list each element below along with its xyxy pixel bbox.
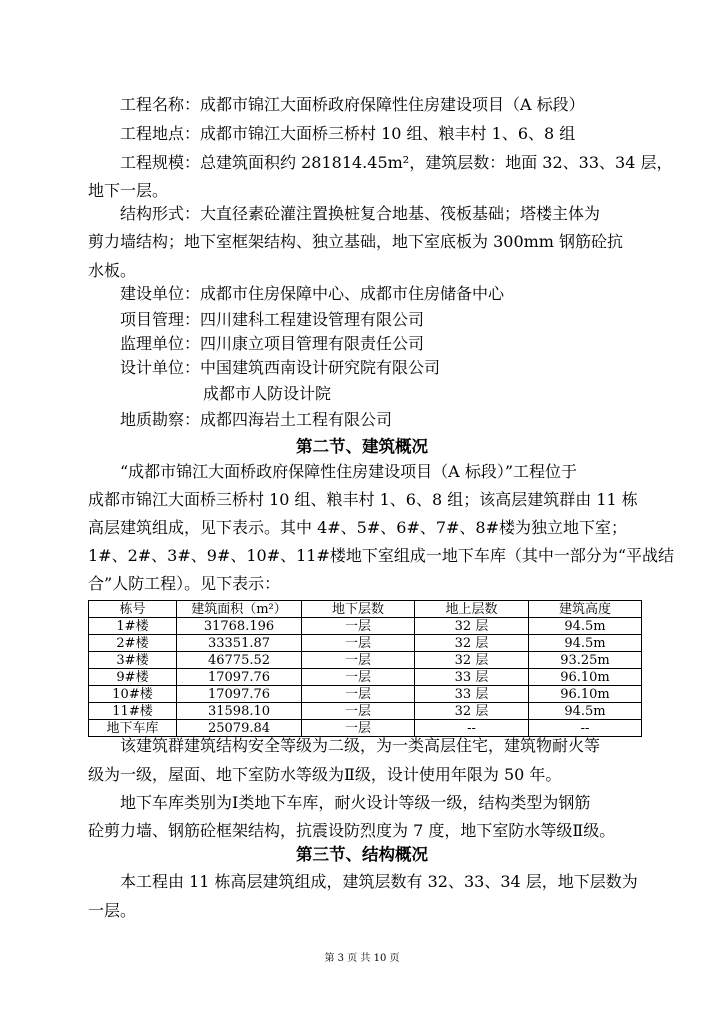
label: 工程规模： [120, 153, 201, 172]
design-line [120, 358, 440, 378]
cell: 一层 [302, 669, 415, 686]
table-row [89, 703, 642, 720]
col-header-building: 栋号 [89, 601, 177, 618]
label: 工程地点： [120, 124, 201, 143]
table-row [89, 652, 642, 669]
section2-heading: 第二节、建筑概况 [296, 437, 428, 456]
section3-line-1: 本工程由 11 栋高层建筑组成，建筑层数有 32、33、34 层，地下层数为 [120, 872, 638, 891]
table-row [89, 618, 642, 635]
structure-form-cont2: 水板。 [88, 261, 137, 280]
cell: 17097.76 [177, 669, 302, 686]
section3-heading: 第三节、结构概况 [296, 845, 428, 864]
cell: 11#楼 [89, 703, 177, 720]
cell: 96.10m [529, 686, 642, 703]
col-header-area: 建筑面积（m²） [177, 601, 302, 618]
cell: 9#楼 [89, 669, 177, 686]
col-header-underground: 地下层数 [302, 601, 415, 618]
value: 总建筑面积约 281814.45m²，建筑层数：地面 32、33、34 层， [200, 153, 673, 172]
project-management-line [120, 310, 424, 330]
project-scale-cont: 地下一层。 [88, 181, 169, 200]
section2-line-4: 1#、2#、3#、9#、10#、11#楼地下室组成一地下车库（其中一部分为“平战结 [88, 546, 675, 565]
label: 监理单位： [120, 334, 201, 353]
building-table [88, 600, 642, 737]
cell: 31598.10 [177, 703, 302, 720]
label: 建设单位： [120, 284, 201, 303]
section2-line-5: 合”人防工程）。见下表示： [88, 574, 281, 593]
cell: -- [415, 720, 529, 737]
cell: 25079.84 [177, 720, 302, 737]
label: 地质勘察： [120, 410, 201, 429]
col-header-height: 建筑高度 [529, 601, 642, 618]
label: 设计单位： [120, 358, 201, 377]
safety-line-2: 级为一级，屋面、地下室防水等级为Ⅱ级，设计使用年限为 50 年。 [88, 765, 562, 784]
project-location-line [120, 124, 575, 144]
section2-line-1: “成都市锦江大面桥政府保障性住房建设项目（A 标段）”工程位于 [120, 462, 578, 481]
value: 四川康立项目管理有限责任公司 [200, 334, 425, 353]
cell: 10#楼 [89, 686, 177, 703]
cell: 32 层 [415, 703, 529, 720]
section3-line-2: 一层。 [88, 901, 137, 920]
cell: 93.25m [529, 652, 642, 669]
design-line-2: 成都市人防设计院 [203, 384, 332, 403]
cell: 一层 [302, 720, 415, 737]
cell: 1#楼 [89, 618, 177, 635]
section2-line-2: 成都市锦江大面桥三桥村 10 组、粮丰村 1、6、8 组；该高层建筑群由 11 栋 [88, 490, 638, 509]
table-row [89, 686, 642, 703]
cell: -- [529, 720, 642, 737]
cell: 一层 [302, 703, 415, 720]
value: 中国建筑西南设计研究院有限公司 [200, 358, 441, 377]
cell: 94.5m [529, 635, 642, 652]
cell: 一层 [302, 686, 415, 703]
garage-line-2: 砼剪力墙、钢筋砼框架结构，抗震设防烈度为 7 度，地下室防水等级Ⅱ级。 [88, 821, 616, 840]
garage-line-1: 地下车库类别为Ⅰ类地下车库，耐火设计等级一级，结构类型为钢筋 [120, 793, 591, 812]
cell: 3#楼 [89, 652, 177, 669]
safety-line-1: 该建筑群建筑结构安全等级为二级，为一类高层住宅，建筑物耐火等 [120, 736, 601, 755]
cell: 32 层 [415, 618, 529, 635]
cell: 32 层 [415, 652, 529, 669]
value: 成都市锦江大面桥三桥村 10 组、粮丰村 1、6、8 组 [200, 124, 576, 143]
cell: 32 层 [415, 635, 529, 652]
label: 结构形式： [120, 204, 201, 223]
cell: 一层 [302, 652, 415, 669]
cell: 94.5m [529, 703, 642, 720]
value: 大直径素砼灌注置换桩复合地基、筏板基础；塔楼主体为 [200, 204, 601, 223]
structure-form-cont1: 剪力墙结构；地下室框架结构、独立基础，地下室底板为 300mm 钢筋砼抗 [88, 232, 624, 251]
project-scale-line [120, 153, 672, 173]
cell: 46775.52 [177, 652, 302, 669]
col-header-aboveground: 地上层数 [415, 601, 529, 618]
value: 四川建科工程建设管理有限公司 [200, 310, 425, 329]
cell: 17097.76 [177, 686, 302, 703]
table-row [89, 720, 642, 737]
client-line [120, 284, 504, 304]
cell: 一层 [302, 635, 415, 652]
table-row [89, 669, 642, 686]
cell: 33 层 [415, 669, 529, 686]
table-row [89, 635, 642, 652]
table-header-row [89, 601, 642, 618]
value: 成都市住房保障中心、成都市住房储备中心 [200, 284, 505, 303]
geology-line [120, 410, 392, 430]
page-footer: 第 3 页 共 10 页 [324, 953, 400, 964]
structure-form-line [120, 204, 600, 224]
cell: 33 层 [415, 686, 529, 703]
label: 项目管理： [120, 310, 201, 329]
value: 成都市锦江大面桥政府保障性住房建设项目（A 标段） [200, 95, 585, 114]
supervisor-line [120, 334, 424, 354]
value: 成都四海岩土工程有限公司 [200, 410, 393, 429]
cell: 33351.87 [177, 635, 302, 652]
cell: 31768.196 [177, 618, 302, 635]
cell: 96.10m [529, 669, 642, 686]
cell: 2#楼 [89, 635, 177, 652]
section2-line-3: 高层建筑组成，见下表示。其中 4#、5#、6#、7#、8#楼为独立地下室； [88, 518, 628, 537]
cell: 94.5m [529, 618, 642, 635]
cell: 一层 [302, 618, 415, 635]
cell: 地下车库 [89, 720, 177, 737]
project-name-line [120, 95, 585, 115]
label: 工程名称： [120, 95, 201, 114]
